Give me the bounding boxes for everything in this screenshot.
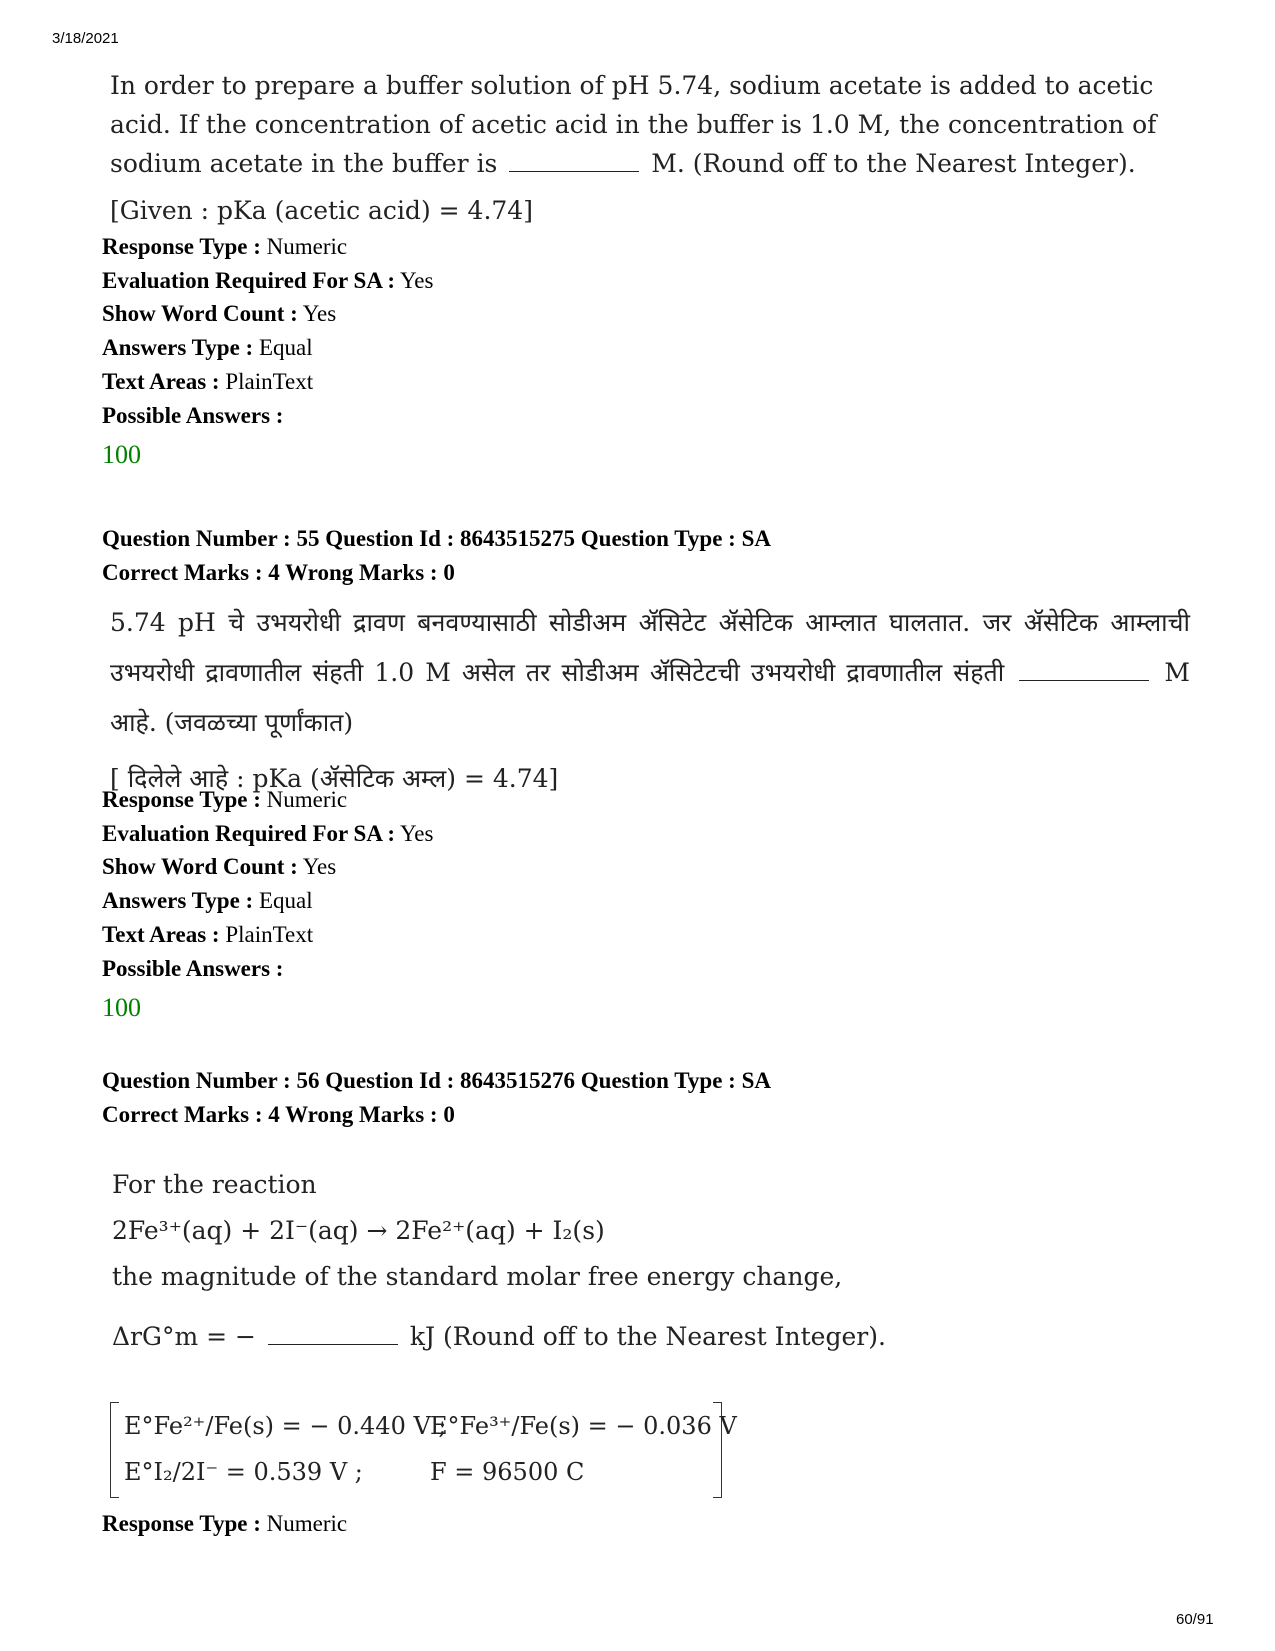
question-54-body: In order to prepare a buffer solution of pH 5.74, sodium acetate is added to acetic acid. If the concentration of acetic acid in the buffer is 1.0 M, the concentration of sodium acetate in the buffer is M. (Round off to the Nearest Integer).	[110, 71, 1157, 178]
text-areas-value: PlainText	[225, 368, 314, 394]
possible-answer: 100	[102, 993, 141, 1023]
given-e3: E°I₂/2I⁻ = 0.539 V ;	[124, 1458, 363, 1486]
given-f: F = 96500 C	[430, 1458, 585, 1486]
response-type-value: Numeric	[266, 234, 348, 259]
answer-blank	[509, 151, 639, 172]
page-number: 60/91	[1176, 1611, 1214, 1628]
word-count-value: Yes	[302, 301, 337, 327]
question-54-text	[110, 66, 1190, 230]
question-54-meta: Response Type : Numeric Evaluation Required For SA : Yes Show Word Count : Yes Answers Type : Equal Text Areas : PlainText Possible Answers : 100	[102, 230, 433, 472]
evaluation-value: Yes	[400, 267, 434, 293]
answer-blank	[268, 1324, 398, 1345]
question-55-header: Question Number : 55 Question Id : 8643515275 Question Type : SA Correct Marks : 4 Wrong Marks : 0	[102, 526, 771, 585]
answers-type-value: Equal	[258, 335, 313, 361]
given-e2: E°Fe³⁺/Fe(s) = − 0.036 V	[430, 1412, 737, 1440]
reaction-equation: 2Fe³⁺(aq) + 2I⁻(aq) → 2Fe²⁺(aq) + I₂(s)	[112, 1216, 605, 1245]
question-55-meta: Response Type : Numeric Evaluation Required For SA : Yes Show Word Count : Yes Answers Type : Equal Text Areas : PlainText Possible Answers : 100	[102, 783, 433, 1025]
question-56-header: Question Number : 56 Question Id : 8643515276 Question Type : SA Correct Marks : 4 Wrong Marks : 0	[102, 1068, 771, 1127]
possible-answer: 100	[102, 440, 141, 470]
delta-g-line: ΔrG°m = − kJ (Round off to the Nearest Integer).	[112, 1322, 886, 1351]
question-55-body: 5.74 pH चे उभयरोधी द्रावण बनवण्यासाठी सोडीअम ॲसिटेट ॲसेटिक आम्लात घालतात. जर ॲसेटिक आम्लाची उभयरोधी द्रावणातील संहती 1.0 M असेल तर सोडीअम ॲसिटेटची उभयरोधी द्रावणातील संहती M आहे. (जवळच्या पूर्णांकात)	[110, 608, 1191, 737]
question-56-meta: Response Type : Numeric	[102, 1511, 348, 1536]
question-56-line1: For the reaction	[112, 1170, 317, 1199]
print-date: 3/18/2021	[52, 30, 119, 47]
question-56-text	[112, 1162, 1012, 1360]
answer-blank	[1019, 660, 1149, 681]
question-55-text	[110, 598, 1190, 804]
question-54-given: [Given : pKa (acetic acid) = 4.74]	[110, 196, 533, 225]
question-55-given: [ दिलेले आहे : pKa (ॲसेटिक अम्ल) = 4.74]	[110, 764, 559, 793]
given-e1: E°Fe²⁺/Fe(s) = − 0.440 V ;	[124, 1412, 447, 1440]
question-56-line3: the magnitude of the standard molar free energy change,	[112, 1262, 843, 1291]
